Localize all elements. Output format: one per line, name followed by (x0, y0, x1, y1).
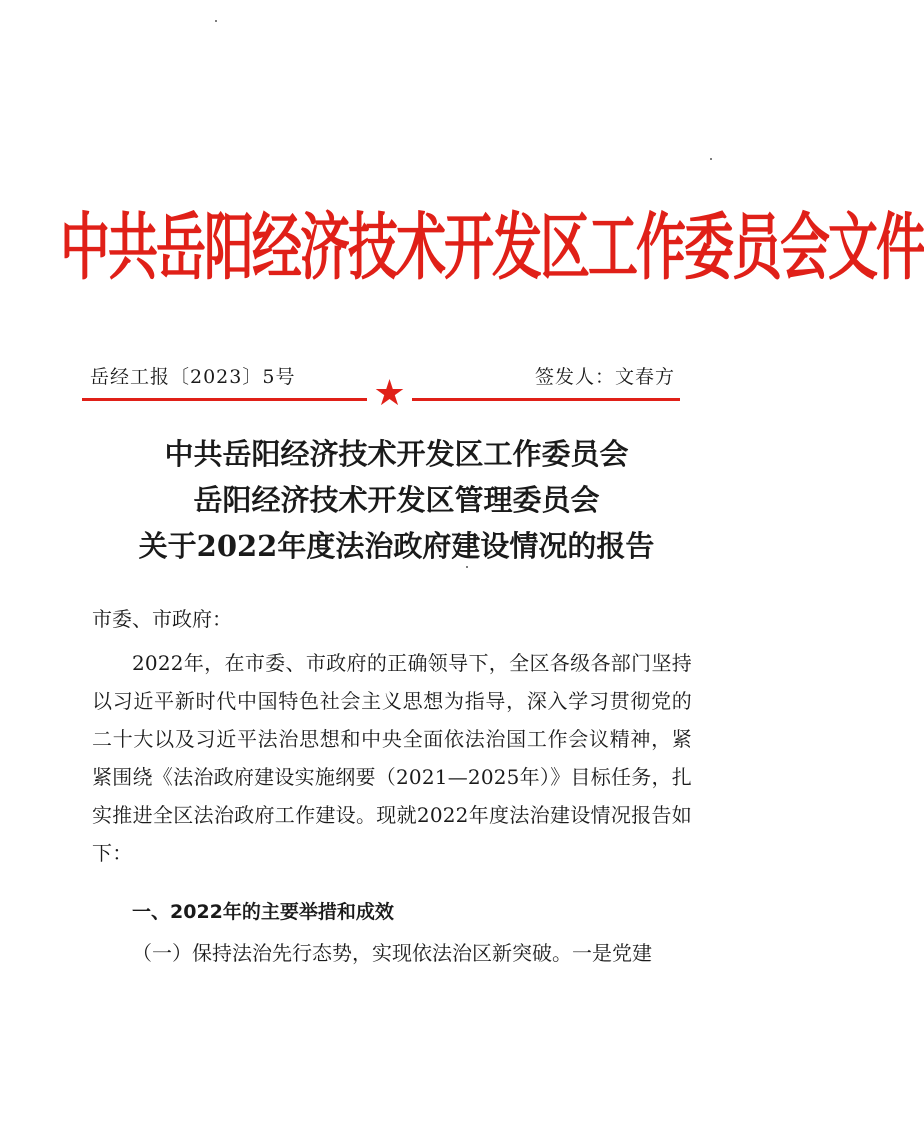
scan-speck (710, 158, 712, 160)
document-number: 岳经工报〔2023〕5号 (90, 366, 296, 388)
section-heading-1: 一、2022年的主要举措和成效 (132, 901, 394, 923)
report-title-line-1: 中共岳阳经济技术开发区工作委员会 (164, 437, 629, 471)
issuer-signature: 签发人：文春方 (534, 366, 675, 388)
star-icon: ★ (373, 373, 406, 414)
report-title-line-2: 岳阳经济技术开发区管理委员会 (193, 483, 600, 517)
scan-speck (215, 20, 217, 22)
red-rule-left (82, 398, 367, 401)
report-title-line-3: 关于2022年度法治政府建设情况的报告 (138, 529, 655, 563)
salutation: 市委、市政府： (92, 607, 232, 631)
red-rule-right (412, 398, 680, 401)
scan-speck (466, 566, 468, 568)
body-paragraph-2: （一）保持法治先行态势，实现依法治区新突破。一是党建 (132, 941, 652, 965)
red-header-title: 中共岳阳经济技术开发区工作委员会文件 (60, 205, 924, 291)
body-paragraph-1: 2022年，在市委、市政府的正确领导下，全区各级各部门坚持以习近平新时代中国特色社会主义思想为指导，深入学习贯彻党的二十大以及习近平法治思想和中央全面依法治国工作会议精神，紧紧围绕《法治政府建设实施纲要（2021—2025年）》目标任务，扎实推进全区法治政府工作建设。现就2022年度法治建设情况报告如下： (92, 651, 692, 865)
